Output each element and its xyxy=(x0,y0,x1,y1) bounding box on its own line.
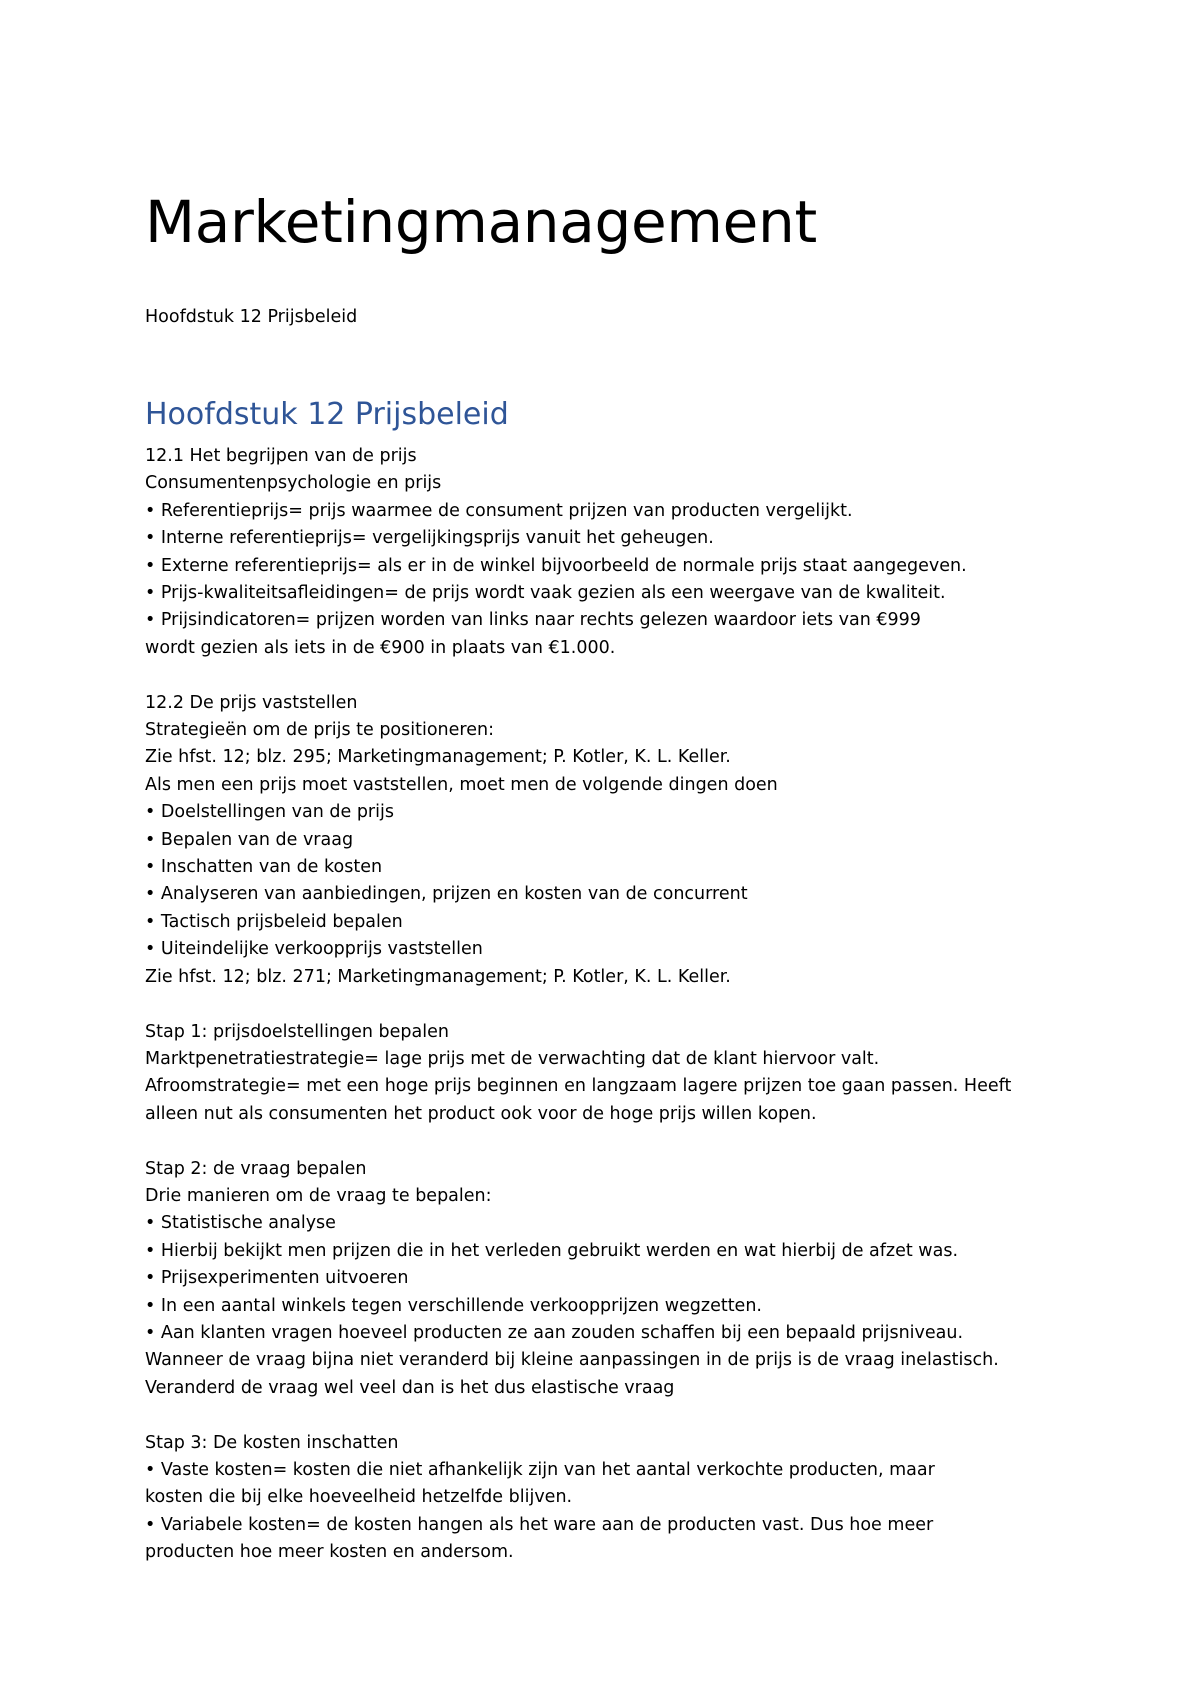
bullet-item: • Prijsindicatoren= prijzen worden van links naar rechts gelezen waardoor iets van €999 xyxy=(145,610,921,631)
bullet-item: • Prijs-kwaliteitsafleidingen= de prijs wordt vaak gezien als een weergave van de kwaliteit. xyxy=(145,583,946,604)
paragraph-line: Marktpenetratiestrategie= lage prijs met de verwachting dat de klant hiervoor valt. xyxy=(145,1048,880,1069)
step-1 xyxy=(145,1019,1045,1129)
document-page xyxy=(145,0,1045,1698)
paragraph-line: wordt gezien als iets in de €900 in plaats van €1.000. xyxy=(145,637,616,658)
paragraph-gap xyxy=(145,1128,1045,1155)
bullet-item: • Statistische analyse xyxy=(145,1213,336,1234)
section-title: 12.1 Het begrijpen van de prijs xyxy=(145,446,417,466)
bullet-item: • Bepalen van de vraag xyxy=(145,829,354,850)
bullet-item: • Hierbij bekijkt men prijzen die in het verleden gebruikt werden en wat hierbij de afzet was. xyxy=(145,1240,959,1261)
paragraph-line: Wanneer de vraag bijna niet veranderd bij kleine aanpassingen in de prijs is de vraag inelastisch. xyxy=(145,1350,999,1371)
paragraph-line: alleen nut als consumenten het product ook voor de hoge prijs willen kopen. xyxy=(145,1103,817,1124)
paragraph-line: Veranderd de vraag wel veel dan is het dus elastische vraag xyxy=(145,1377,675,1398)
bullet-item: • Externe referentieprijs= als er in de winkel bijvoorbeeld de normale prijs staat aangegeven. xyxy=(145,555,967,576)
paragraph-line: Als men een prijs moet vaststellen, moet men de volgende dingen doen xyxy=(145,774,778,795)
chapter-heading: Hoofdstuk 12 Prijsbeleid xyxy=(145,397,509,432)
reference-line: Zie hfst. 12; blz. 271; Marketingmanagement; P. Kotler, K. L. Keller. xyxy=(145,966,731,987)
step-title: Stap 3: De kosten inschatten xyxy=(145,1432,399,1453)
paragraph-gap xyxy=(145,662,1045,689)
paragraph-line: kosten die bij elke hoeveelheid hetzelfde blijven. xyxy=(145,1487,573,1508)
bullet-item: • Tactisch prijsbeleid bepalen xyxy=(145,911,403,932)
document-subtitle: Hoofdstuk 12 Prijsbeleid xyxy=(145,307,358,327)
step-title: Stap 1: prijsdoelstellingen bepalen xyxy=(145,1021,449,1042)
bullet-item: • Aan klanten vragen hoeveel producten ze aan zouden schaffen bij een bepaald prijsniveau. xyxy=(145,1322,964,1343)
step-2 xyxy=(145,1156,1045,1403)
subsection-title: Consumentenpsychologie en prijs xyxy=(145,473,442,494)
section-12-1 xyxy=(145,443,1045,662)
bullet-item: • Doelstellingen van de prijs xyxy=(145,802,394,823)
bullet-item: • Uiteindelijke verkoopprijs vaststellen xyxy=(145,939,483,960)
bullet-item: • Vaste kosten= kosten die niet afhankelijk zijn van het aantal verkochte producten, maar xyxy=(145,1459,935,1480)
step-3 xyxy=(145,1430,1045,1567)
paragraph-line: Afroomstrategie= met een hoge prijs beginnen en langzaam lagere prijzen toe gaan passen. Heeft xyxy=(145,1076,1012,1097)
bullet-item: • Prijsexperimenten uitvoeren xyxy=(145,1268,409,1289)
bullet-item: • Interne referentieprijs= vergelijkingsprijs vanuit het geheugen. xyxy=(145,528,714,549)
bullet-item: • In een aantal winkels tegen verschillende verkoopprijzen wegzetten. xyxy=(145,1295,762,1316)
paragraph-gap xyxy=(145,991,1045,1018)
paragraph-line: Strategieën om de prijs te positioneren: xyxy=(145,720,494,741)
document-title: Marketingmanagement xyxy=(145,188,817,256)
bullet-item: • Analyseren van aanbiedingen, prijzen en kosten van de concurrent xyxy=(145,884,748,905)
section-title: 12.2 De prijs vaststellen xyxy=(145,692,358,713)
paragraph-gap xyxy=(145,1402,1045,1429)
bullet-item: • Referentieprijs= prijs waarmee de consument prijzen van producten vergelijkt. xyxy=(145,500,853,521)
step-title: Stap 2: de vraag bepalen xyxy=(145,1158,367,1179)
section-12-2 xyxy=(145,690,1045,991)
paragraph-line: Drie manieren om de vraag te bepalen: xyxy=(145,1185,492,1206)
paragraph-line: producten hoe meer kosten en andersom. xyxy=(145,1542,514,1563)
document-body xyxy=(145,443,1045,1567)
bullet-item: • Variabele kosten= de kosten hangen als het ware aan de producten vast. Dus hoe meer xyxy=(145,1514,934,1535)
reference-line: Zie hfst. 12; blz. 295; Marketingmanagement; P. Kotler, K. L. Keller. xyxy=(145,747,731,768)
bullet-item: • Inschatten van de kosten xyxy=(145,857,383,878)
